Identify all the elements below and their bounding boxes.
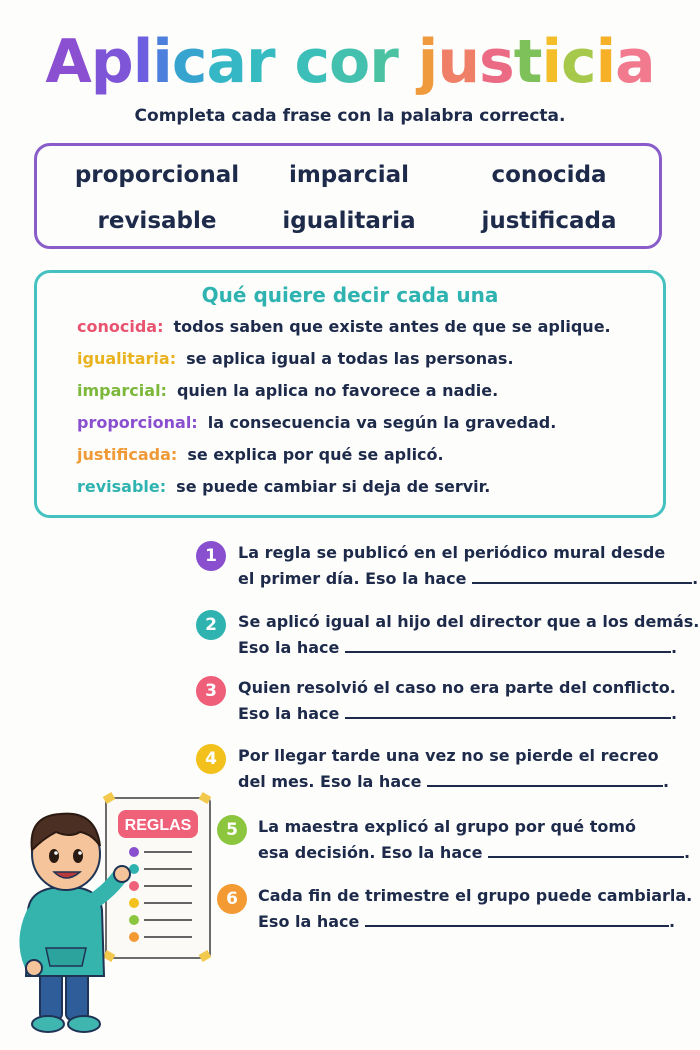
title-letter: c (294, 27, 330, 97)
title-letter: i (541, 27, 562, 97)
word-bank (34, 143, 662, 249)
question-1: La regla se publicó en el periódico mural desde el primer día. Eso la hace . (238, 540, 698, 592)
meanings-title: Qué quiere decir cada una (201, 283, 499, 307)
meanings-box (34, 270, 666, 518)
question-line: Por llegar tarde una vez no se pierde el recreo (238, 746, 659, 765)
meaning-definition: la consecuencia va según la gravedad. (207, 413, 557, 432)
meaning-definition: se puede cambiar si deja de servir. (176, 477, 491, 496)
title-letter: A (45, 27, 91, 97)
title-letter: p (90, 27, 133, 97)
meaning-term: imparcial: (77, 381, 167, 400)
question-number-badge: 2 (196, 610, 226, 640)
word-bank-item: igualitaria (282, 208, 416, 234)
question-5: La maestra explicó al grupo por qué tomó esa decisión. Eso la hace . (258, 814, 690, 866)
question-number-badge: 4 (196, 744, 226, 774)
boy-with-rules-poster-illustration (0, 780, 230, 1050)
meaning-term: revisable: (77, 477, 167, 496)
question-line: Eso la hace (238, 704, 340, 723)
title-letter: i (595, 27, 616, 97)
meaning-definition: se explica por qué se aplicó. (187, 445, 444, 464)
question-line: Eso la hace (258, 912, 360, 931)
answer-blank[interactable] (345, 701, 671, 719)
title-letter: c (561, 27, 596, 97)
question-number-badge: 5 (217, 815, 247, 845)
meaning-definition: quien la aplica no favorece a nadie. (176, 381, 499, 400)
question-3: Quien resolvió el caso no era parte del conflicto. Eso la hace . (238, 675, 677, 727)
title-letter: j (417, 27, 438, 97)
title-letter: i (152, 27, 172, 97)
question-line: el primer día. Eso la hace (238, 569, 467, 588)
question-line: Cada fin de trimestre el grupo puede cambiarla. (258, 886, 693, 905)
meaning-definition: se aplica igual a todas las personas. (186, 349, 514, 368)
answer-blank[interactable] (345, 635, 671, 653)
question-number-badge: 6 (217, 884, 247, 914)
question-line: La regla se publicó en el periódico mural desde (238, 543, 666, 562)
question-number-badge: 1 (196, 541, 226, 571)
meaning-term: proporcional: (77, 413, 198, 432)
word-bank-item: conocida (491, 162, 607, 188)
title-letter: a (615, 27, 655, 97)
answer-blank[interactable] (488, 840, 684, 858)
meaning-row (77, 413, 556, 432)
meaning-row (77, 445, 444, 464)
question-6: Cada fin de trimestre el grupo puede cambiarla. Eso la hace . (258, 883, 692, 935)
title-letter: r (369, 27, 418, 97)
meaning-term: justificada: (77, 445, 178, 464)
title-letter: c (171, 27, 207, 97)
question-2: Se aplicó igual al hijo del director que a los demás. Eso la hace . (238, 609, 699, 661)
title-letter: s (479, 27, 514, 97)
title-letter: u (437, 27, 480, 97)
poster-label: REGLAS (124, 817, 192, 834)
word-bank-item: justificada (481, 208, 617, 234)
question-line: del mes. Eso la hace (238, 772, 422, 791)
answer-blank[interactable] (427, 769, 663, 787)
title-letter: a (206, 27, 246, 97)
word-bank-item: proporcional (74, 162, 240, 188)
meaning-row (77, 317, 611, 336)
page-title (0, 26, 700, 98)
title-letter: o (329, 27, 370, 97)
instructions: Completa cada frase con la palabra correcta. (134, 106, 566, 126)
question-line: Eso la hace (238, 638, 340, 657)
meaning-term: igualitaria: (77, 349, 177, 368)
question-4: Por llegar tarde una vez no se pierde el recreo del mes. Eso la hace . (238, 743, 669, 795)
meaning-definition: todos saben que existe antes de que se aplique. (173, 317, 611, 336)
title-letter: t (513, 27, 542, 97)
question-line: Quien resolvió el caso no era parte del conflicto. (238, 678, 676, 697)
title-letter: l (132, 27, 153, 97)
question-number-badge: 3 (196, 676, 226, 706)
answer-blank[interactable] (365, 909, 669, 927)
meaning-row (77, 477, 490, 496)
question-line: esa decisión. Eso la hace (258, 843, 483, 862)
title-letter: r (245, 27, 295, 97)
meaning-term: conocida: (77, 317, 164, 336)
word-bank-item: imparcial (288, 162, 410, 188)
meaning-row (77, 349, 514, 368)
question-line: Se aplicó igual al hijo del director que a los demás. (238, 612, 700, 631)
meaning-row (77, 381, 498, 400)
word-bank-item: revisable (97, 208, 217, 234)
answer-blank[interactable] (472, 566, 692, 584)
question-line: La maestra explicó al grupo por qué tomó (258, 817, 637, 836)
